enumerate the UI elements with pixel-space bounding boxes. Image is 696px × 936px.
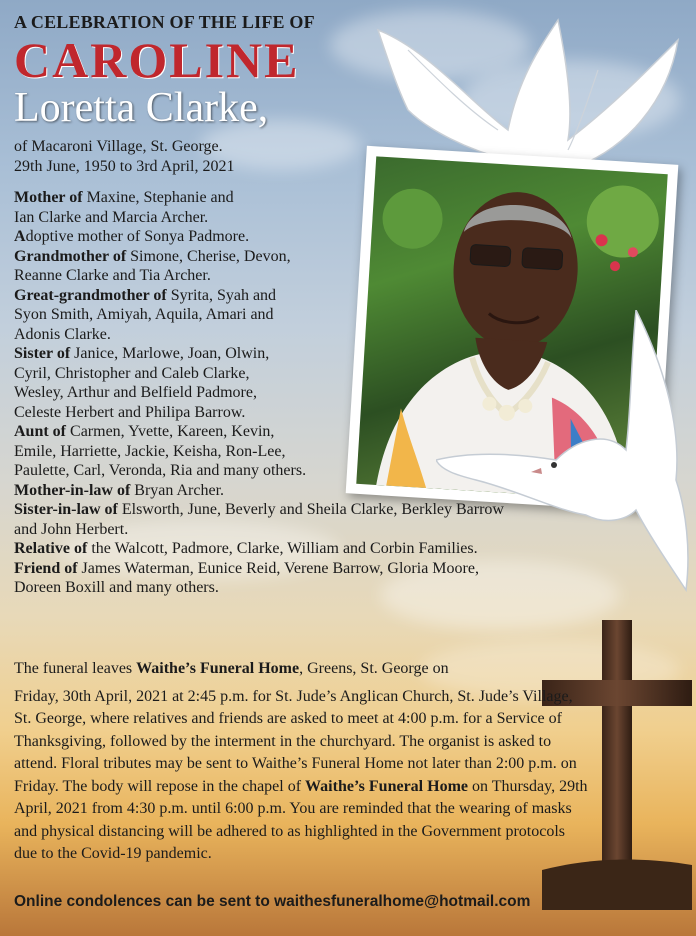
relation-line: Relative of the Walcott, Padmore, Clarke, William and Corbin Families. [14,540,478,557]
funeral-details [14,658,589,866]
relation-line: Sister of Janice, Marlowe, Joan, Olwin, [14,345,270,362]
relation-line: Great-grandmother of Syrita, Syah and [14,286,277,304]
relation-line: Aunt of Carmen, Yvette, Kareen, Kevin, [14,423,275,440]
relation-line: Adoptive mother of Sonya Padmore. [14,228,250,245]
origin-text: of Macaroni Village, St. George. [14,138,223,155]
relation-line: Reanne Clarke and Tia Archer. [14,267,211,284]
kicker-heading: A CELEBRATION OF THE LIFE OF [14,12,315,32]
relations-list [14,188,614,598]
relation-line: Sister-in-law of Elsworth, June, Beverly and Sheila Clarke, Berkley Barrow [14,501,504,518]
relation-line: Adonis Clarke. [14,325,111,343]
relation-line: Grandmother of Simone, Cherise, Devon, [14,247,291,265]
relation-line: Doreen Boxill and many others. [14,579,219,596]
funeral-intro: The funeral leaves Waithe’s Funeral Home, Greens, St. George on [14,660,449,677]
relation-line: Mother of Maxine, Stephanie and [14,189,234,206]
life-dates: 29th June, 1950 to 3rd April, 2021 [14,158,235,175]
relation-line: and John Herbert. [14,520,129,538]
funeral-body: Friday, 30th April, 2021 at 2:45 p.m. for St. Jude’s Anglican Church, St. Jude’s Village, St. George, where relatives and friends are asked to meet at 4:00 p.m. for a Service of Thanksgiving, followed by the interment in the churchyard. The organist is asked to attend. Floral tributes may be sent to Waithe’s Funeral Home not later than 2:00 p.m. on Friday. The body will repose in the chapel of Waithe’s Funeral Home on Thursday, 29th April, 2021 from 4:30 p.m. until 6:00 p.m. You are reminded that the wearing of masks and physical distancing will be adhered to as highlighted in the Government protocols due to the Covid-19 pandemic. [14,687,588,862]
relation-line: Friend of James Waterman, Eunice Reid, Verene Barrow, Gloria Moore, [14,559,479,577]
relation-line: Syon Smith, Amiyah, Aquila, Amari and [14,306,274,323]
full-name-heading: Loretta Clarke, [14,85,269,131]
relation-line: Paulette, Carl, Veronda, Ria and many others. [14,462,307,479]
relation-line: Mother-in-law of Bryan Archer. [14,481,225,499]
relation-line: Ian Clarke and Marcia Archer. [14,208,209,226]
first-name-heading: CAROLINE [14,32,300,88]
relation-line: Wesley, Arthur and Belfield Padmore, [14,384,257,401]
relation-line: Celeste Herbert and Philipa Barrow. [14,403,246,421]
relation-line: Emile, Harriette, Jackie, Keisha, Ron-Lee, [14,442,286,460]
header [14,12,315,131]
online-condolences: Online condolences can be sent to waithesfuneralhome@hotmail.com [14,893,531,910]
intro [14,137,234,177]
relation-line: Cyril, Christopher and Caleb Clarke, [14,364,250,382]
